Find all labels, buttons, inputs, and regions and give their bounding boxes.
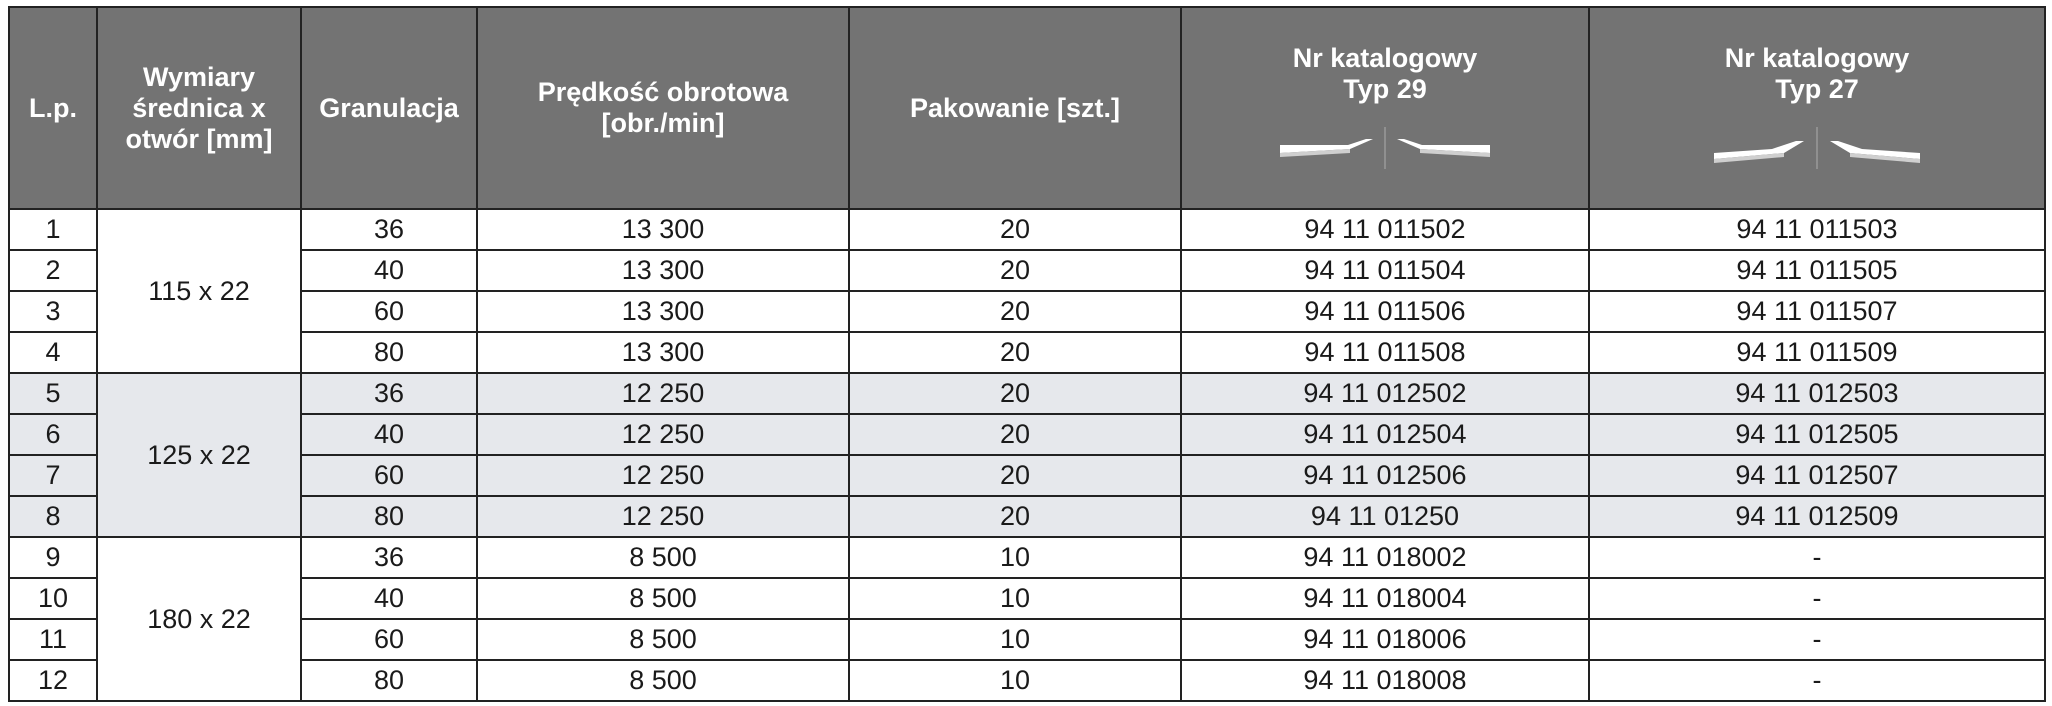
cell-catalog-type-27: 94 11 012503 <box>1589 373 2045 414</box>
header-catalog-27-line-1: Nr katalogowy <box>1724 43 1910 73</box>
cell-lp: 8 <box>9 496 97 537</box>
cell-catalog-type-29: 94 11 011504 <box>1181 250 1589 291</box>
cell-lp: 1 <box>9 209 97 250</box>
cell-dimension: 115 x 22 <box>97 209 301 373</box>
table-body <box>9 209 2045 701</box>
header-catalog-type-27 <box>1589 7 2045 209</box>
cell-packaging: 20 <box>849 332 1181 373</box>
table-row <box>9 537 2045 578</box>
cell-grit: 80 <box>301 496 477 537</box>
header-packaging: Pakowanie [szt.] <box>849 7 1181 209</box>
cell-catalog-type-29: 94 11 012504 <box>1181 414 1589 455</box>
cell-lp: 9 <box>9 537 97 578</box>
cell-lp: 10 <box>9 578 97 619</box>
table-row <box>9 209 2045 250</box>
header-dimensions <box>97 7 301 209</box>
cell-speed: 13 300 <box>477 332 849 373</box>
table-row <box>9 250 2045 291</box>
cell-speed: 12 250 <box>477 455 849 496</box>
cell-speed: 8 500 <box>477 619 849 660</box>
cell-speed: 8 500 <box>477 660 849 701</box>
cell-lp: 7 <box>9 455 97 496</box>
header-speed <box>477 7 849 209</box>
header-catalog-29-line-2: Typ 29 <box>1343 74 1427 104</box>
cell-speed: 12 250 <box>477 496 849 537</box>
cell-lp: 2 <box>9 250 97 291</box>
cell-lp: 12 <box>9 660 97 701</box>
cell-catalog-type-29: 94 11 018006 <box>1181 619 1589 660</box>
cell-grit: 80 <box>301 332 477 373</box>
header-dimensions-line-2: średnica x <box>132 92 266 123</box>
cell-catalog-type-27: - <box>1589 537 2045 578</box>
cell-catalog-type-29: 94 11 012506 <box>1181 455 1589 496</box>
product-table-container <box>8 6 2044 702</box>
cell-lp: 4 <box>9 332 97 373</box>
table-row <box>9 291 2045 332</box>
cell-lp: 5 <box>9 373 97 414</box>
table-row <box>9 373 2045 414</box>
cell-speed: 8 500 <box>477 537 849 578</box>
table-row <box>9 660 2045 701</box>
cell-dimension: 125 x 22 <box>97 373 301 537</box>
cell-catalog-type-27: - <box>1589 660 2045 701</box>
cell-catalog-type-29: 94 11 012502 <box>1181 373 1589 414</box>
cell-catalog-type-27: - <box>1589 619 2045 660</box>
header-row <box>9 7 2045 209</box>
header-catalog-27-line-2: Typ 27 <box>1775 74 1859 104</box>
cell-grit: 40 <box>301 250 477 291</box>
cell-packaging: 10 <box>849 537 1181 578</box>
cell-packaging: 20 <box>849 414 1181 455</box>
cell-catalog-type-29: 94 11 011506 <box>1181 291 1589 332</box>
header-speed-line-1: Prędkość obrotowa <box>537 77 789 107</box>
cell-grit: 80 <box>301 660 477 701</box>
cell-catalog-type-27: 94 11 011505 <box>1589 250 2045 291</box>
table-row <box>9 619 2045 660</box>
cell-packaging: 20 <box>849 455 1181 496</box>
cell-packaging: 20 <box>849 250 1181 291</box>
cell-catalog-type-29: 94 11 01250 <box>1181 496 1589 537</box>
table-row <box>9 414 2045 455</box>
table-row <box>9 578 2045 619</box>
cell-catalog-type-29: 94 11 018004 <box>1181 578 1589 619</box>
disc-profile-type-29-icon <box>1182 123 1588 173</box>
cell-grit: 36 <box>301 209 477 250</box>
cell-dimension: 180 x 22 <box>97 537 301 701</box>
cell-packaging: 20 <box>849 373 1181 414</box>
cell-catalog-type-29: 94 11 011502 <box>1181 209 1589 250</box>
disc-profile-type-27-icon <box>1590 123 2044 173</box>
cell-grit: 40 <box>301 414 477 455</box>
cell-catalog-type-27: 94 11 012505 <box>1589 414 2045 455</box>
cell-speed: 12 250 <box>477 414 849 455</box>
cell-grit: 60 <box>301 291 477 332</box>
cell-catalog-type-29: 94 11 018008 <box>1181 660 1589 701</box>
cell-packaging: 20 <box>849 496 1181 537</box>
header-catalog-type-29 <box>1181 7 1589 209</box>
cell-lp: 6 <box>9 414 97 455</box>
product-table <box>8 6 2046 702</box>
cell-catalog-type-29: 94 11 011508 <box>1181 332 1589 373</box>
cell-grit: 40 <box>301 578 477 619</box>
cell-speed: 13 300 <box>477 209 849 250</box>
header-dimensions-line-1: Wymiary <box>142 61 256 92</box>
table-row <box>9 332 2045 373</box>
cell-grit: 60 <box>301 455 477 496</box>
table-row <box>9 455 2045 496</box>
header-grit: Granulacja <box>301 7 477 209</box>
table-header <box>9 7 2045 209</box>
cell-lp: 3 <box>9 291 97 332</box>
cell-catalog-type-27: 94 11 012509 <box>1589 496 2045 537</box>
cell-grit: 36 <box>301 537 477 578</box>
cell-catalog-type-27: 94 11 011507 <box>1589 291 2045 332</box>
cell-catalog-type-27: 94 11 011503 <box>1589 209 2045 250</box>
header-catalog-29-line-1: Nr katalogowy <box>1292 43 1478 73</box>
header-dimensions-line-3: otwór [mm] <box>125 123 273 154</box>
header-lp: L.p. <box>9 7 97 209</box>
disc-profile-type-29-svg <box>1270 123 1500 173</box>
cell-speed: 8 500 <box>477 578 849 619</box>
header-speed-line-2: [obr./min] <box>601 108 725 138</box>
disc-profile-type-27-svg <box>1702 123 1932 173</box>
cell-catalog-type-27: - <box>1589 578 2045 619</box>
cell-catalog-type-27: 94 11 012507 <box>1589 455 2045 496</box>
cell-catalog-type-29: 94 11 018002 <box>1181 537 1589 578</box>
cell-packaging: 10 <box>849 578 1181 619</box>
cell-lp: 11 <box>9 619 97 660</box>
cell-grit: 60 <box>301 619 477 660</box>
cell-packaging: 20 <box>849 291 1181 332</box>
cell-speed: 12 250 <box>477 373 849 414</box>
cell-packaging: 20 <box>849 209 1181 250</box>
cell-grit: 36 <box>301 373 477 414</box>
cell-catalog-type-27: 94 11 011509 <box>1589 332 2045 373</box>
table-row <box>9 496 2045 537</box>
cell-speed: 13 300 <box>477 250 849 291</box>
cell-packaging: 10 <box>849 619 1181 660</box>
cell-speed: 13 300 <box>477 291 849 332</box>
cell-packaging: 10 <box>849 660 1181 701</box>
